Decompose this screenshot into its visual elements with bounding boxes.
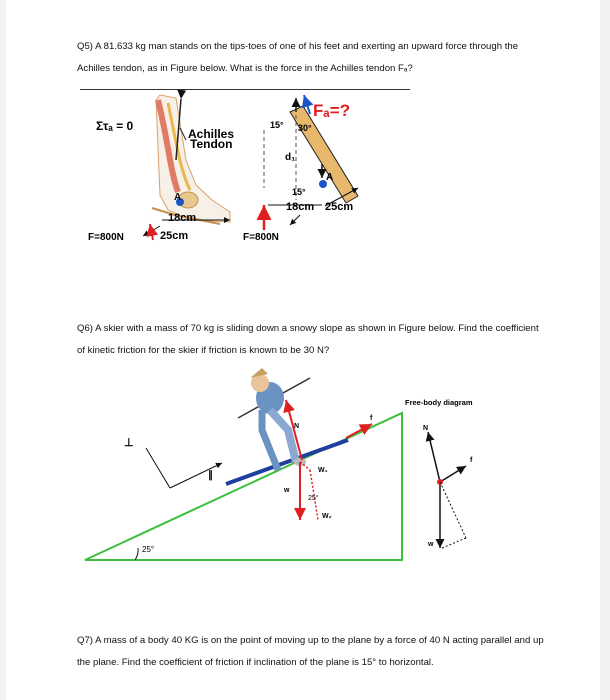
angle-15-top: 15° (270, 120, 284, 130)
right-a-label: A (326, 172, 334, 183)
d1-label: d₁ (285, 152, 296, 163)
w2-label: W₂ (322, 513, 332, 520)
slope-angle-label: 25° (142, 545, 155, 554)
fbd-n-label: N (423, 425, 429, 432)
fbd-normal-arrow (428, 432, 440, 482)
left-a-label: A (174, 192, 182, 203)
w1-label: W₁ (318, 467, 328, 474)
slope-angle-arc (135, 548, 138, 560)
right-angle-15: 15° (292, 187, 306, 197)
right-18cm-label: 18cm (286, 201, 315, 213)
right-25cm-label: 25cm (325, 201, 354, 213)
parallel-axis (170, 463, 222, 488)
fbd-dashed-2 (442, 538, 466, 548)
right-force-label: F=800N (243, 232, 279, 243)
small-angle-label: 25° (308, 495, 319, 502)
perp-label: ⊥ (124, 437, 134, 449)
question-6-text: Q6) A skier with a mass of 70 kg is sliding down a snowy slope as shown in Figure below. Find the coefficient of kinetic friction for the skier if friction is known to be 30 N? (77, 323, 539, 356)
skier-f-label: f (370, 415, 373, 422)
fbd-w-label: w (428, 541, 434, 548)
left-18cm-label: 18cm (168, 212, 197, 224)
fbd-f-label: f (470, 457, 473, 464)
fbd-dashed-1 (440, 482, 466, 538)
fa-label: Fₐ=? (313, 101, 351, 120)
slope-triangle (85, 413, 402, 560)
left-force-label: F=800N (88, 232, 124, 243)
skier-w-label: w (284, 487, 290, 494)
fbd-title: Free-body diagram (405, 398, 473, 407)
fbd-friction-arrow (440, 466, 466, 482)
friction-arrow (346, 424, 372, 438)
angle-30: 30° (298, 123, 312, 133)
sum-torque-label: Στₐ = 0 (96, 119, 134, 133)
skier-n-label: N (294, 423, 300, 430)
achilles-label: Achilles (188, 127, 235, 141)
par-label: ∥ (208, 470, 213, 481)
question-7-text: Q7) A mass of a body 40 KG is on the point of moving up to the plane by a force of 40 N acting parallel and up the plane. Find the coefficient of friction if inclination of the plane is 15° to horizontal. (77, 635, 544, 668)
perp-axis (146, 448, 170, 488)
left-25cm-label: 25cm (160, 230, 189, 242)
question-5-text: Q5) A 81.633 kg man stands on the tips-toes of one of his feet and exerting an upward force through the Achilles tendon, as in Figure below. What is the force in the Achilles tendon Fₐ? (77, 41, 519, 74)
tendon-label: Tendon (190, 137, 233, 151)
